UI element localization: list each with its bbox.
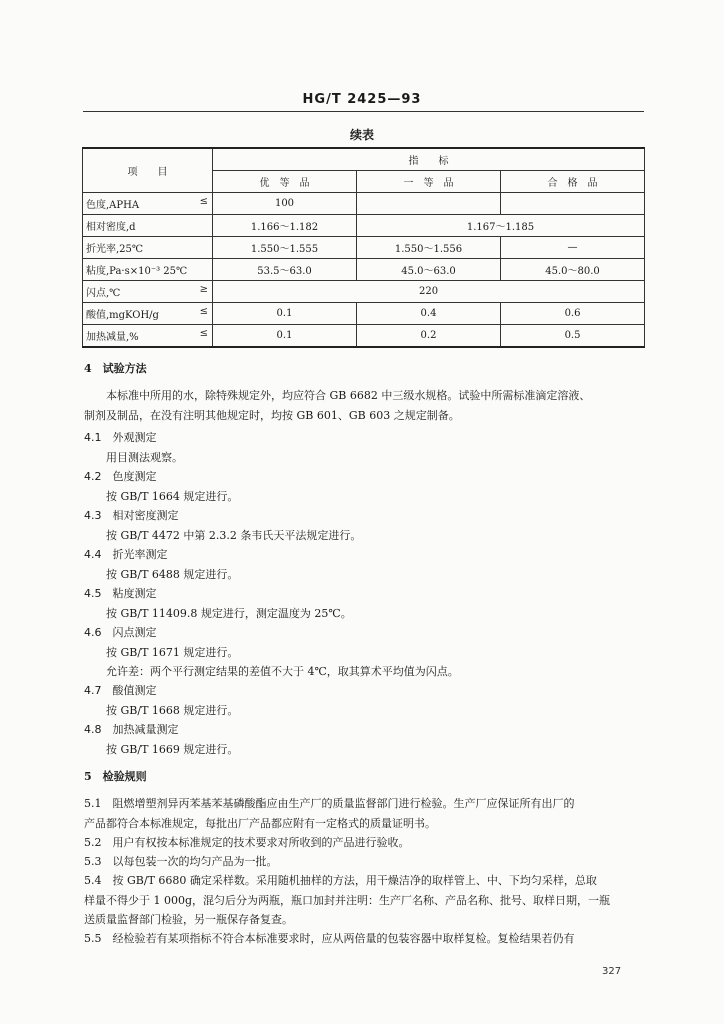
row-v3	[501, 193, 645, 215]
paragraph-line: 5.1 阻燃增塑剂异丙苯基苯基磷酸酯应由生产厂的质量监督部门进行检验。生产厂应保证所有出厂的	[84, 797, 575, 810]
clause-text: 用目测法观察。	[106, 451, 183, 464]
row-item: 闪点,℃	[86, 288, 121, 299]
clause-text: 按 GB/T 1669 规定进行。	[106, 743, 239, 756]
row-v3: —	[501, 237, 645, 259]
paragraph-line: 产品都符合本标准规定，每批出厂产品都应附有一定格式的质量证明书。	[84, 817, 436, 830]
clause-4-1: 4.1 外观测定	[84, 431, 157, 444]
row-merged: 1.167～1.185	[357, 215, 645, 237]
head-item: 项 目	[83, 148, 213, 193]
grade-first: 一 等 品	[357, 171, 501, 193]
paragraph-line: 送质量监督部门检验，另一瓶保存备复查。	[84, 913, 293, 926]
row-item: 粘度,Pa·s×10⁻³ 25℃	[86, 266, 188, 277]
clause-4-7: 4.7 酸值测定	[84, 684, 157, 697]
row-v2: 0.4	[357, 303, 501, 325]
table-row	[83, 303, 645, 325]
clause-4-8: 4.8 加热减量测定	[84, 723, 179, 736]
paragraph-line: 5.3 以每包装一次的均匀产品为一批。	[84, 855, 278, 868]
row-v1: 0.1	[213, 325, 357, 348]
row-sym: ≤	[199, 328, 208, 339]
table-row	[83, 281, 645, 303]
paragraph-line: 5.4 按 GB/T 6680 确定采样数。采用随机抽样的方法，用干燥洁净的取样管上、中、下均匀采样，总取	[84, 874, 597, 887]
row-merged: 220	[213, 281, 645, 303]
paragraph-line: 5.5 经检验若有某项指标不符合本标准要求时，应从两倍量的包装容器中取样复检。复检结果若仍有	[84, 932, 575, 945]
clause-4-5: 4.5 粘度测定	[84, 587, 157, 600]
table-row	[83, 215, 645, 237]
row-v1: 1.550～1.555	[213, 237, 357, 259]
row-v3: 45.0～80.0	[501, 259, 645, 281]
row-item: 酸值,mgKOH/g	[86, 310, 159, 321]
row-sym: ≤	[199, 196, 208, 207]
row-v2: 45.0～63.0	[357, 259, 501, 281]
document-header: HG/T 2425—93	[302, 92, 422, 107]
row-item: 加热减量,%	[86, 332, 139, 343]
row-item: 色度,APHA	[86, 200, 140, 211]
grade-qualified: 合 格 品	[501, 171, 645, 193]
row-sym: ≥	[199, 284, 208, 295]
clause-text: 按 GB/T 1664 规定进行。	[106, 490, 239, 503]
table-row	[83, 325, 645, 348]
clause-4-2: 4.2 色度测定	[84, 470, 157, 483]
row-v1: 1.166～1.182	[213, 215, 357, 237]
paragraph-line: 本标准中所用的水，除特殊规定外，均应符合 GB 6682 中三级水规格。试验中所需标准滴定溶液、	[106, 389, 591, 402]
table-row	[83, 259, 645, 281]
paragraph-line: 5.2 用户有权按本标准规定的技术要求对所收到的产品进行验收。	[84, 836, 410, 849]
clause-text: 按 GB/T 4472 中第 2.3.2 条韦氏天平法规定进行。	[106, 529, 362, 542]
row-v1: 53.5～63.0	[213, 259, 357, 281]
row-v2	[357, 193, 501, 215]
header-rule	[83, 111, 644, 112]
clause-text: 按 GB/T 6488 规定进行。	[106, 568, 239, 581]
paragraph-line: 样量不得少于 1 000g，混匀后分为两瓶，瓶口加封并注明：生产厂名称、产品名称、批号、取样日期，一瓶	[84, 894, 611, 907]
row-v3: 0.5	[501, 325, 645, 348]
paragraph-line: 制剂及制品，在没有注明其他规定时，均按 GB 601、GB 603 之规定制备。	[84, 409, 460, 422]
row-v3: 0.6	[501, 303, 645, 325]
clause-4-3: 4.3 相对密度测定	[84, 509, 179, 522]
section-4-title: 4 试验方法	[84, 362, 147, 375]
specification-table	[82, 147, 645, 348]
row-sym: ≤	[199, 306, 208, 317]
clause-4-6: 4.6 闪点测定	[84, 626, 157, 639]
row-v2: 0.2	[357, 325, 501, 348]
row-v1: 100	[213, 193, 357, 215]
clause-text: 允许差：两个平行测定结果的差值不大于 4℃，取其算术平均值为闪点。	[106, 665, 459, 678]
table-caption: 续表	[349, 128, 374, 142]
head-group: 指 标	[213, 148, 645, 171]
clause-text: 按 GB/T 11409.8 规定进行，测定温度为 25℃。	[106, 607, 352, 620]
row-item: 相对密度,d	[86, 222, 136, 233]
row-v2: 1.550～1.556	[357, 237, 501, 259]
row-item: 折光率,25℃	[86, 244, 144, 255]
page-number: 327	[602, 966, 622, 977]
table-row	[83, 193, 645, 215]
clause-text: 按 GB/T 1671 规定进行。	[106, 646, 239, 659]
section-5-title: 5 检验规则	[84, 770, 147, 783]
grade-premium: 优 等 品	[213, 171, 357, 193]
row-v1: 0.1	[213, 303, 357, 325]
table-row	[83, 237, 645, 259]
clause-4-4: 4.4 折光率测定	[84, 548, 168, 561]
clause-text: 按 GB/T 1668 规定进行。	[106, 704, 239, 717]
